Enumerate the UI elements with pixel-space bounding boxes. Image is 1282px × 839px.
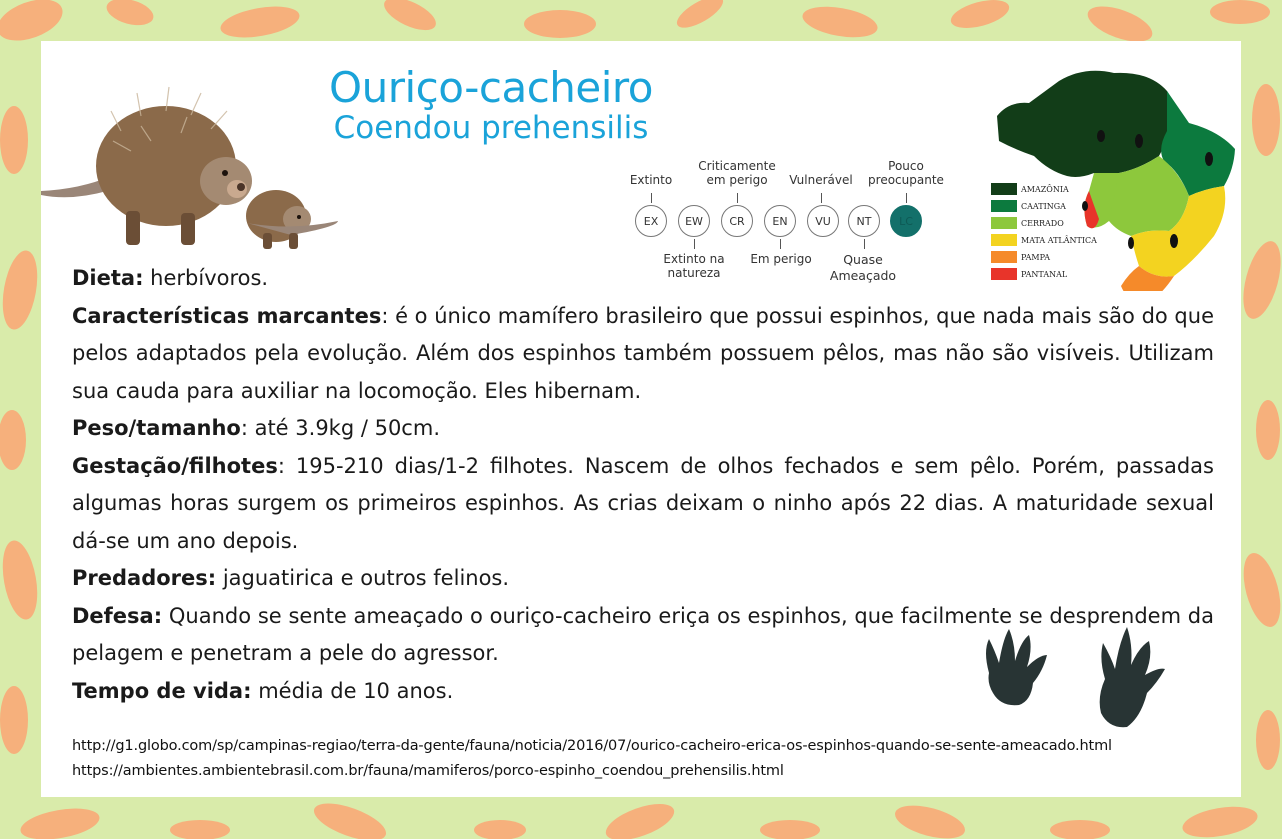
section-text: : é o único mamífero brasileiro que possui espinhos, que nada mais são do que pelos adaptados pela evolução. Além dos espinhos também possuem pêlos, mas não são visíveis. Utilizam sua cauda para auxiliar na locomoção. Eles hibernam. — [72, 303, 1214, 403]
status-en: EN — [764, 205, 796, 237]
section-label: Predadores: — [72, 566, 217, 590]
label-quase-ameacado: Quase Ameaçado — [829, 252, 897, 283]
label-extinto: Extinto — [629, 173, 673, 187]
legend-swatch — [991, 217, 1017, 229]
section-text: média de 10 anos. — [251, 678, 454, 703]
section-label: Defesa: — [72, 603, 163, 628]
porcupine-footprint-icon — [981, 621, 1221, 731]
section-dieta — [72, 260, 1214, 298]
legend-swatch — [991, 234, 1017, 246]
legend-label: PANTANAL — [1021, 269, 1068, 279]
status-nt: NT — [848, 205, 880, 237]
legend-item — [991, 232, 1097, 248]
reference-link[interactable]: https://ambientes.ambientebrasil.com.br/fauna/mamiferos/porco-espinho_coendou_prehensilis.html — [72, 763, 784, 779]
section-peso-tamanho — [72, 410, 1214, 448]
section-label: Características marcantes — [72, 303, 382, 328]
section-label: Gestação/filhotes — [72, 453, 278, 478]
reference-link[interactable]: http://g1.globo.com/sp/campinas-regiao/terra-da-gente/fauna/noticia/2016/07/ourico-cacheiro-erica-os-espinhos-quando-se-sente-ameacado.html — [72, 738, 1112, 754]
section-label: Peso/tamanho — [72, 416, 241, 440]
legend-item — [991, 198, 1097, 214]
section-text: herbívoros. — [143, 266, 269, 290]
legend-label: MATA ATLÂNTICA — [1021, 235, 1097, 245]
references — [72, 734, 1112, 784]
section-caracteristicas — [72, 298, 1214, 411]
label-pouco-preocupante: Pouco preocupante — [868, 159, 944, 187]
label-criticamente-em-perigo: Criticamente em perigo — [698, 159, 776, 187]
legend-label: AMAZÔNIA — [1021, 184, 1069, 194]
porcupine-illustration-icon — [41, 71, 351, 261]
legend-label: CAATINGA — [1021, 201, 1066, 211]
section-text: : até 3.9kg / 50cm. — [240, 416, 440, 440]
legend-swatch — [991, 183, 1017, 195]
section-text: jaguatirica e outros felinos. — [216, 566, 510, 590]
status-vu: VU — [807, 205, 839, 237]
section-label: Dieta: — [72, 266, 144, 290]
common-name-title: Ouriço-cacheiro — [329, 63, 653, 112]
status-lc-selected: LC — [890, 205, 922, 237]
title-block — [311, 63, 671, 146]
scientific-name-title: Coendou prehensilis — [333, 110, 649, 146]
section-text: : 195-210 dias/1-2 filhotes. Nascem de olhos fechados e sem pêlo. Porém, passadas algumas horas surgem os primeiros espinhos. As crias deixam o ninho após 22 dias. A maturidade sexual dá-se um ano depois. — [72, 453, 1214, 553]
section-text: Quando se sente ameaçado o ouriço-cacheiro eriça os espinhos, que facilmente se desprendem da pelagem e penetram a pele do agressor. — [72, 603, 1214, 665]
section-gestacao — [72, 448, 1214, 561]
legend-label: CERRADO — [1021, 218, 1064, 228]
legend-swatch — [991, 200, 1017, 212]
status-cr: CR — [721, 205, 753, 237]
legend-item — [991, 181, 1097, 197]
legend-item — [991, 215, 1097, 231]
info-card — [41, 41, 1241, 797]
label-extinto-na-natureza: Extinto na natureza — [663, 252, 725, 280]
label-vulneravel: Vulnerável — [789, 173, 853, 187]
section-predadores — [72, 560, 1214, 598]
status-ew: EW — [678, 205, 710, 237]
status-ex: EX — [635, 205, 667, 237]
legend-label: PAMPA — [1021, 252, 1051, 262]
label-em-perigo: Em perigo — [750, 252, 812, 266]
section-label: Tempo de vida: — [72, 678, 252, 703]
